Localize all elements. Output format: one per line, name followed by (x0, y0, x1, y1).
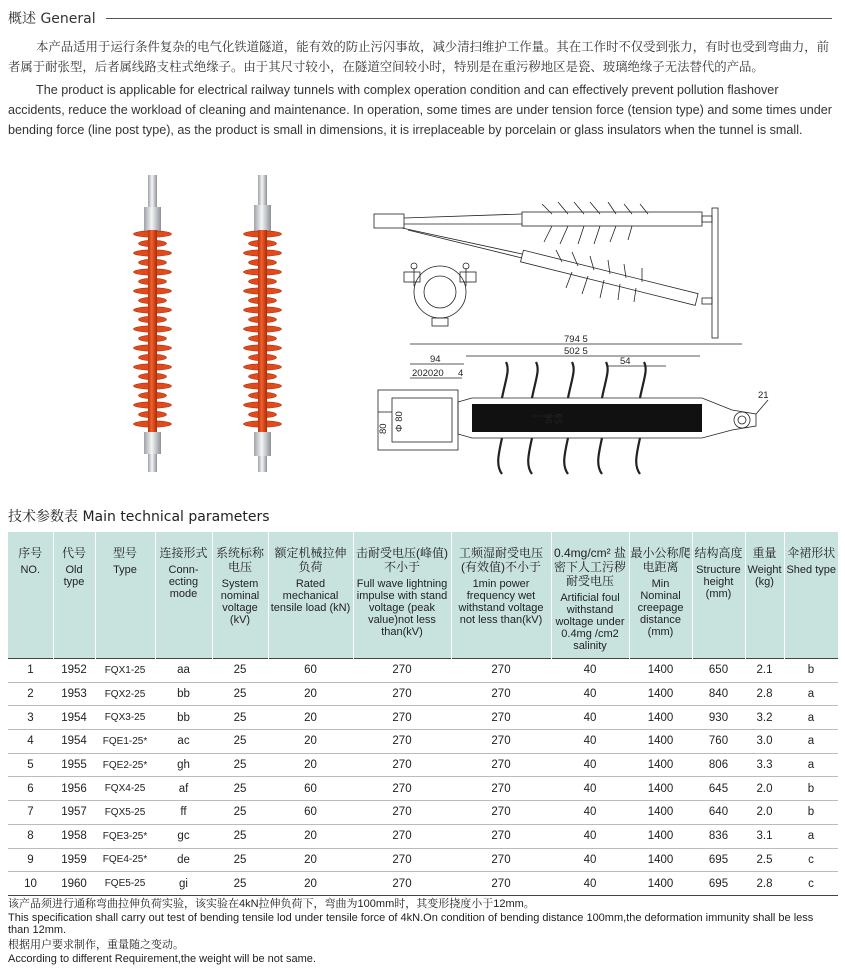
table-cell: 1400 (629, 801, 692, 825)
column-header-en: NO. (20, 564, 41, 576)
column-header-en: Shed type (786, 564, 837, 576)
table-cell: 20 (268, 753, 353, 777)
table-cell: 1400 (629, 777, 692, 801)
table-cell: 270 (353, 753, 451, 777)
table-cell: 1955 (53, 753, 95, 777)
table-cell: 40 (551, 659, 629, 683)
table-cell: 270 (451, 777, 551, 801)
table-cell: c (784, 848, 838, 872)
table-cell: 25 (212, 777, 268, 801)
table-cell: bb (155, 682, 212, 706)
column-header (551, 532, 629, 659)
table-cell: 40 (551, 682, 629, 706)
table-cell: 2.8 (745, 682, 784, 706)
note-en-1: This specification shall carry out test of bending tensile lod under tensile force of 4kN.On condition of bending distance 100mm,the deformation immunity shall be less than 12mm. (8, 912, 814, 936)
table-cell: 2.8 (745, 872, 784, 896)
table-cell: 25 (212, 682, 268, 706)
title-divider (106, 18, 832, 19)
table-cell: a (784, 730, 838, 754)
table-cell: 20 (268, 706, 353, 730)
table-cell: 4 (8, 730, 53, 754)
table-cell: 40 (551, 801, 629, 825)
column-header-zh: 击耐受电压(峰值)不小于 (356, 546, 448, 574)
table-cell: 20 (268, 848, 353, 872)
column-header-en: Old type (63, 564, 85, 588)
table-cell: 3 (8, 706, 53, 730)
table-cell: 1400 (629, 848, 692, 872)
table-body (8, 659, 838, 896)
table-row (8, 777, 838, 801)
table-cell: 1960 (53, 872, 95, 896)
column-header-zh: 伞裙形状 (787, 546, 836, 560)
column-header-zh: 工频湿耐受电压(有效值)不小于 (458, 546, 543, 574)
column-header-zh: 结构高度 (694, 546, 743, 560)
table-cell: 1952 (53, 659, 95, 683)
column-header (8, 532, 53, 659)
table-cell: FQE1-25* (95, 730, 155, 754)
table-cell: 60 (268, 659, 353, 683)
table-cell: 25 (212, 872, 268, 896)
table-cell: ac (155, 730, 212, 754)
table-cell: gi (155, 872, 212, 896)
table-cell: 270 (353, 730, 451, 754)
insulator-photo-1 (124, 170, 184, 475)
table-cell: 25 (212, 753, 268, 777)
table-cell: 1400 (629, 682, 692, 706)
table-cell: 2.0 (745, 801, 784, 825)
table-cell: 2.0 (745, 777, 784, 801)
dim-4-label: 4 (458, 368, 464, 379)
table-cell: 645 (692, 777, 745, 801)
table-cell: 40 (551, 824, 629, 848)
note-en-2: According to different Requirement,the weight will be not same. (8, 953, 316, 965)
column-header-en: Min Nominal creepage distance (mm) (637, 578, 684, 638)
table-cell: 9 (8, 848, 53, 872)
table-cell: FQE4-25* (95, 848, 155, 872)
table-cell: 40 (551, 777, 629, 801)
dim-total-label: 794 5 (564, 334, 588, 345)
table-cell: FQX3-25 (95, 706, 155, 730)
table-row (8, 706, 838, 730)
column-header-zh: 额定机械拉伸负荷 (274, 546, 347, 574)
table-cell: 270 (451, 730, 551, 754)
table-cell: 1400 (629, 824, 692, 848)
note-zh-1: 该产品须进行通称弯曲拉伸负荷实验，该实验在4kN拉伸负荷下，弯曲为100mm时，其变形挠度小于12mm。 (8, 898, 535, 910)
column-header-en: 1min power frequency wet withstand voltage not less than(kV) (458, 578, 544, 626)
table-cell: de (155, 848, 212, 872)
table-row (8, 753, 838, 777)
table-cell: 270 (353, 848, 451, 872)
table-cell: 1958 (53, 824, 95, 848)
table-cell: 270 (353, 706, 451, 730)
table-cell: 930 (692, 706, 745, 730)
table-cell: FQX2-25 (95, 682, 155, 706)
table-cell: 1953 (53, 682, 95, 706)
table-cell: aa (155, 659, 212, 683)
column-header-en: Artificial foul withstand woltage under 0.4mg /cm2 salinity (555, 592, 625, 652)
table-cell: 1400 (629, 706, 692, 730)
column-header-en: Structure height (mm) (696, 564, 741, 600)
table-cell: 270 (451, 872, 551, 896)
column-header-zh: 序号 (18, 546, 43, 560)
table-cell: 20 (268, 872, 353, 896)
column-header-en: System nominal voltage (kV) (220, 578, 260, 626)
column-header (692, 532, 745, 659)
table-cell: 5 (8, 753, 53, 777)
dim-insulation-label: 502 5 (564, 346, 588, 357)
table-row (8, 801, 838, 825)
table-cell: 7 (8, 801, 53, 825)
table-cell: 2.5 (745, 848, 784, 872)
column-header-zh: 重量 (752, 546, 777, 560)
table-cell: 270 (451, 659, 551, 683)
column-header (353, 532, 451, 659)
dim-59-label: 59 (554, 413, 565, 424)
table-cell: FQE3-25* (95, 824, 155, 848)
table-cell: 760 (692, 730, 745, 754)
table-cell: 270 (451, 824, 551, 848)
column-header-en: Weight (kg) (747, 564, 782, 588)
general-en-paragraph: The product is applicable for electrical railway tunnels with complex operation condition and can effectively prevent pollution flashover accidents, reduce the workload of cleaning and maintenance. In operation, some times are under tension force (tension type) and some times under bending force (line post type), as the product is small in dimensions, it is irreplaceable by porcelain or glass insulators when the tunnel is small. (8, 83, 832, 137)
table-cell: 2.1 (745, 659, 784, 683)
table-row (8, 872, 838, 896)
table-cell: 695 (692, 872, 745, 896)
table-cell: 20 (268, 682, 353, 706)
table-cell: 1400 (629, 730, 692, 754)
dim-80-label: 80 (378, 423, 389, 434)
table-cell: b (784, 777, 838, 801)
column-header (745, 532, 784, 659)
column-header (53, 532, 95, 659)
table-cell: 270 (451, 706, 551, 730)
column-header (784, 532, 838, 659)
column-header-zh: 最小公称爬电距离 (630, 546, 691, 574)
general-zh-paragraph: 本产品适用于运行条件复杂的电气化铁道隧道，能有效的防止污闪事故，减少清扫维护工作量。其在工作时不仅受到张力，有时也受到弯曲力，前者属于耐张型，后者属线路支柱式绝缘子。由于其尺寸较小，在隧道空间较小时，特别是在重污秽地区是瓷、玻璃绝缘子无法替代的产品。 (8, 39, 829, 74)
table-cell: 1956 (53, 777, 95, 801)
table-cell: FQX5-25 (95, 801, 155, 825)
column-header-zh: 系统标称电压 (215, 546, 264, 574)
column-header (212, 532, 268, 659)
column-header-zh: 连接形式 (159, 546, 208, 560)
table-cell: 270 (353, 801, 451, 825)
table-cell: 20 (268, 824, 353, 848)
table-cell: 1 (8, 659, 53, 683)
table-cell: 270 (451, 801, 551, 825)
table-cell: 695 (692, 848, 745, 872)
table-cell: 25 (212, 824, 268, 848)
table-cell: 1400 (629, 659, 692, 683)
technical-drawing (372, 202, 792, 482)
table-cell: c (784, 872, 838, 896)
table-cell: FQX4-25 (95, 777, 155, 801)
column-header-en: Conn-ecting mode (168, 564, 199, 600)
table-cell: 40 (551, 848, 629, 872)
table-cell: gc (155, 824, 212, 848)
table-cell: 25 (212, 801, 268, 825)
dim-54-label: 54 (620, 356, 631, 367)
column-header (95, 532, 155, 659)
table-row (8, 730, 838, 754)
table-cell: a (784, 682, 838, 706)
table-row (8, 824, 838, 848)
table-cell: gh (155, 753, 212, 777)
table-cell: FQE5-25 (95, 872, 155, 896)
column-header (268, 532, 353, 659)
table-cell: 3.1 (745, 824, 784, 848)
table-cell: ff (155, 801, 212, 825)
table-cell: 40 (551, 753, 629, 777)
table-cell: 10 (8, 872, 53, 896)
column-header-zh: 代号 (61, 546, 86, 560)
column-header (629, 532, 692, 659)
table-cell: 40 (551, 730, 629, 754)
table-title: 技术参数表 Main technical parameters (8, 509, 270, 525)
table-cell: FQE2-25* (95, 753, 155, 777)
table-cell: 60 (268, 777, 353, 801)
table-cell: 1957 (53, 801, 95, 825)
table-cell: 836 (692, 824, 745, 848)
clamp-view (404, 263, 476, 326)
dim-202020-label: 202020 (412, 368, 444, 379)
table-cell: 60 (268, 801, 353, 825)
table-cell: FQX1-25 (95, 659, 155, 683)
table-row (8, 848, 838, 872)
insulator-photo-2 (232, 170, 292, 475)
table-cell: a (784, 706, 838, 730)
table-cell: 270 (353, 682, 451, 706)
table-cell: 25 (212, 730, 268, 754)
column-header (155, 532, 212, 659)
column-header-en: Full wave lightning impulse with stand voltage (peak value)not less than(kV) (356, 578, 448, 638)
table-cell: 2 (8, 682, 53, 706)
table-cell: 1954 (53, 730, 95, 754)
table-cell: 25 (212, 659, 268, 683)
table-cell: af (155, 777, 212, 801)
column-header-zh: 型号 (112, 546, 137, 560)
table-row (8, 682, 838, 706)
dim-21-label: 21 (758, 390, 769, 401)
table-cell: 1400 (629, 872, 692, 896)
column-header (451, 532, 551, 659)
dim-94-label: 94 (430, 354, 441, 365)
table-row (8, 659, 838, 683)
dim-96-label: 96 (544, 413, 555, 424)
table-cell: 270 (451, 753, 551, 777)
table-cell: a (784, 753, 838, 777)
table-cell: 3.0 (745, 730, 784, 754)
table-cell: bb (155, 706, 212, 730)
column-header-en: Type (113, 564, 137, 576)
table-cell: 270 (353, 824, 451, 848)
table-cell: 6 (8, 777, 53, 801)
table-cell: 3.3 (745, 753, 784, 777)
table-cell: 840 (692, 682, 745, 706)
table-cell: 1400 (629, 753, 692, 777)
spec-table-wrapper (8, 532, 838, 896)
table-cell: 640 (692, 801, 745, 825)
table-cell: 270 (451, 682, 551, 706)
table-cell: 270 (451, 848, 551, 872)
table-cell: 1954 (53, 706, 95, 730)
column-header-en: Rated mechanical tensile load (kN) (270, 578, 351, 614)
table-cell: 25 (212, 848, 268, 872)
table-header-row (8, 532, 838, 659)
table-cell: 270 (353, 659, 451, 683)
column-header-zh: 0.4mg/cm² 盐密下人工污秽耐受电压 (553, 546, 626, 588)
table-cell: 20 (268, 730, 353, 754)
table-cell: 806 (692, 753, 745, 777)
general-title: 概述 General (8, 11, 96, 27)
table-cell: b (784, 801, 838, 825)
table-cell: 650 (692, 659, 745, 683)
table-cell: 25 (212, 706, 268, 730)
table-cell: b (784, 659, 838, 683)
table-cell: 3.2 (745, 706, 784, 730)
table-cell: a (784, 824, 838, 848)
table-cell: 1959 (53, 848, 95, 872)
dim-phi80-label: Φ 80 (394, 411, 405, 432)
table-cell: 270 (353, 777, 451, 801)
table-cell: 40 (551, 706, 629, 730)
spec-table (8, 532, 838, 896)
table-cell: 8 (8, 824, 53, 848)
note-zh-2: 根据用户要求制作，重量随之变动。 (8, 939, 184, 951)
table-cell: 270 (353, 872, 451, 896)
table-cell: 40 (551, 872, 629, 896)
